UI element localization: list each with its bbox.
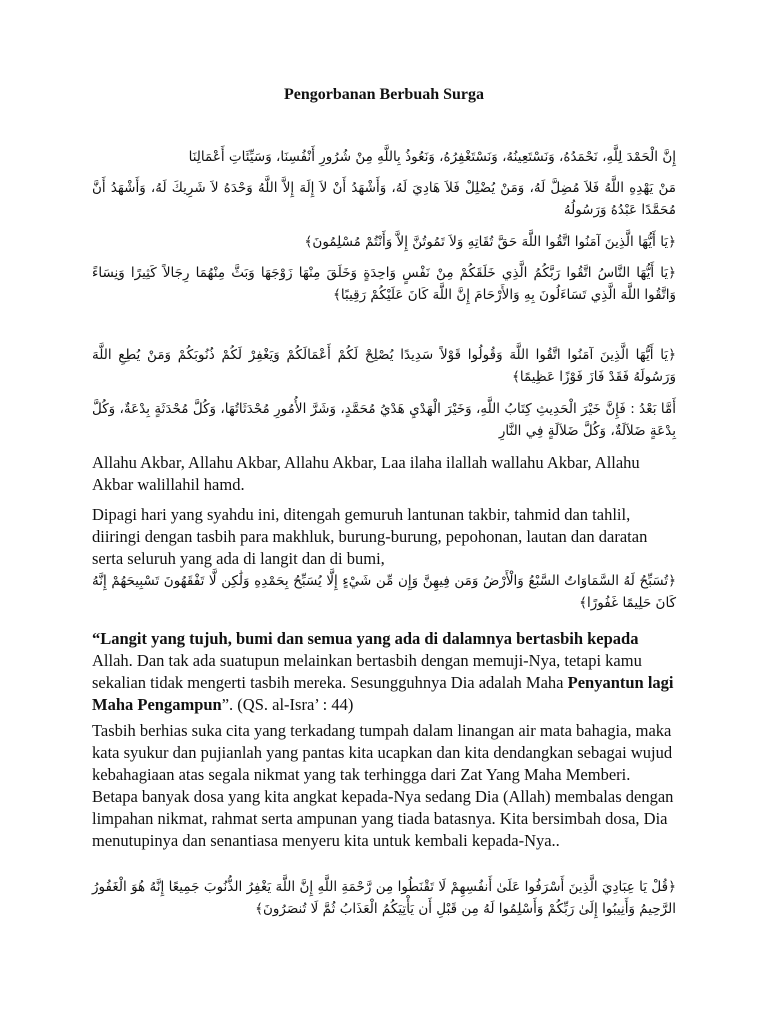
arabic-ayah-al-isra: ﴿تُسَبِّحُ لَهُ السَّمَاوَاتُ السَّبْعُ وَالْأَرْضُ وَمَن فِيهِنَّ وَإِن مِّن شَيْءٍ إِلَّا يُسَبِّحُ بِحَمْدِهِ وَلَٰكِن لَّا تَفْقَهُونَ تَسْبِيحَهُمْ إِنَّهُ كَانَ حَلِيمًا غَفُورًا﴾	[92, 573, 676, 611]
translation-paragraph	[92, 628, 676, 716]
arabic-opening-line-1: إِنَّ الْحَمْدَ لِلَّهِ، نَحْمَدُهُ، وَنَسْتَعِينُهُ، وَنَسْتَغْفِرُهُ، وَنَعُوذُ بِاللَّهِ مِنْ شُرُورِ أَنْفُسِنَا، وَسَيِّئَاتِ أَعْمَالِنَا	[188, 149, 676, 165]
translation-bold-start: “Langit yang tujuh, bumi dan semua yang ada di dalamnya bertasbih kepada	[92, 629, 639, 648]
translation-bold-end: Penyantun lagi Maha Pengampun	[92, 673, 674, 714]
arabic-ayah-an-nisa: ﴿يَا أَيُّهَا النَّاسُ اتَّقُوا رَبَّكُمُ الَّذِي خَلَقَكُمْ مِنْ نَفْسٍ وَاحِدَةٍ وَخَلَقَ مِنْهَا زَوْجَهَا وَبَثَّ مِنْهُمَا رِجَالاً كَثِيرًا وَنِسَاءً وَاتَّقُوا اللَّهَ الَّذِي تَسَاءَلُونَ بِهِ وَالأَرْحَامَ إِنَّ اللَّهَ كَانَ عَلَيْكُمْ رَقِيبًا﴾	[92, 265, 676, 303]
arabic-ayah-az-zumar: ﴿قُلْ يَا عِبَادِيَ الَّذِينَ أَسْرَفُوا عَلَىٰ أَنفُسِهِمْ لَا تَقْنَطُوا مِن رَّحْمَةِ اللَّهِ إِنَّ اللَّهَ يَغْفِرُ الذُّنُوبَ جَمِيعًا إِنَّهُ هُوَ الْغَفُورُ الرَّحِيمُ وَأَنِيبُوا إِلَىٰ رَبِّكُمْ وَأَسْلِمُوا لَهُ مِن قَبْلِ أَن يَأْتِيَكُمُ الْعَذَابُ ثُمَّ لَا تُنصَرُونَ﴾	[92, 879, 676, 917]
translation-citation: ”. (QS. al-Isra’ : 44)	[221, 695, 354, 714]
arabic-ayah-al-ahzab: ﴿يَا أَيُّهَا الَّذِينَ آمَنُوا اتَّقُوا اللَّهَ وَقُولُوا قَوْلاً سَدِيدًا يُصْلِحْ لَكُمْ أَعْمَالَكُمْ وَيَغْفِرْ لَكُمْ ذُنُوبَكُمْ وَمَنْ يُطِعِ اللَّهَ وَرَسُولَهُ فَقَدْ فَازَ فَوْزًا عَظِيمًا﴾	[92, 347, 676, 385]
paragraph-morning: Dipagi hari yang syahdu ini, ditengah gemuruh lantunan takbir, tahmid dan tahlil, diiringi dengan tasbih para makhluk, burung-burung, pepohonan, lautan dan daratan serta seluruh yang ada di langit dan di bumi,	[92, 505, 648, 568]
arabic-opening-line-2: مَنْ يَهْدِهِ اللَّهُ فَلاَ مُضِلَّ لَهُ، وَمَنْ يُضْلِلْ فَلاَ هَادِيَ لَهُ، وَأَشْهَدُ أَنْ لاَ إِلَهَ إِلاَّ اللَّهُ وَحْدَهُ لاَ شَرِيكَ لَهُ، وَأَشْهَدُ أَنَّ مُحَمَّدًا عَبْدُهُ وَرَسُولُهُ	[92, 180, 676, 218]
document-title: Pengorbanan Berbuah Surga	[283, 86, 485, 103]
arabic-amma-badu: أَمَّا بَعْدُ : فَإِنَّ خَيْرَ الْحَدِيثِ كِتَابُ اللَّهِ، وَخَيْرَ الْهَدْيِ هَدْيُ مُحَمَّدٍ، وَشَرَّ الأُمُورِ مُحْدَثَاتُهَا، وَكُلَّ مُحْدَثَةٍ بِدْعَةٌ، وَكُلَّ بِدْعَةٍ ضَلاَلَةٌ، وَكُلَّ ضَلاَلَةٍ فِي النَّارِ	[92, 401, 676, 439]
arabic-ayah-ali-imran: ﴿يَا أَيُّهَا الَّذِينَ آمَنُوا اتَّقُوا اللَّهَ حَقَّ تُقَاتِهِ وَلاَ تَمُوتُنَّ إِلاَّ وَأَنْتُمْ مُسْلِمُونَ﴾	[304, 234, 676, 250]
paragraph-tasbih: Tasbih berhias suka cita yang terkadang tumpah dalam linangan air mata bahagia, maka kata syukur dan pujianlah yang pantas kita ucapkan dan kita dendangkan sebagai wujud kebahagiaan atas segala nikmat yang tak terhingga dari Zat Yang Maha Memberi. Betapa banyak dosa yang kita angkat kepada-Nya sedang Dia (Allah) membalas dengan limpahan nikmat, rahmat serta ampunan yang tiada batasnya. Kita bersimbah dosa, Dia menutupinya dan senantiasa menyeru kita untuk kembali kepada-Nya..	[92, 721, 674, 850]
translation-middle: Allah. Dan tak ada suatupun melainkan bertasbih dengan memuji-Nya, tetapi kamu sekalian tidak mengerti tasbih mereka. Sesungguhnya Dia adalah Maha	[92, 651, 642, 692]
takbir-paragraph: Allahu Akbar, Allahu Akbar, Allahu Akbar, Laa ilaha ilallah wallahu Akbar, Allahu Akbar walillahil hamd.	[92, 453, 640, 494]
